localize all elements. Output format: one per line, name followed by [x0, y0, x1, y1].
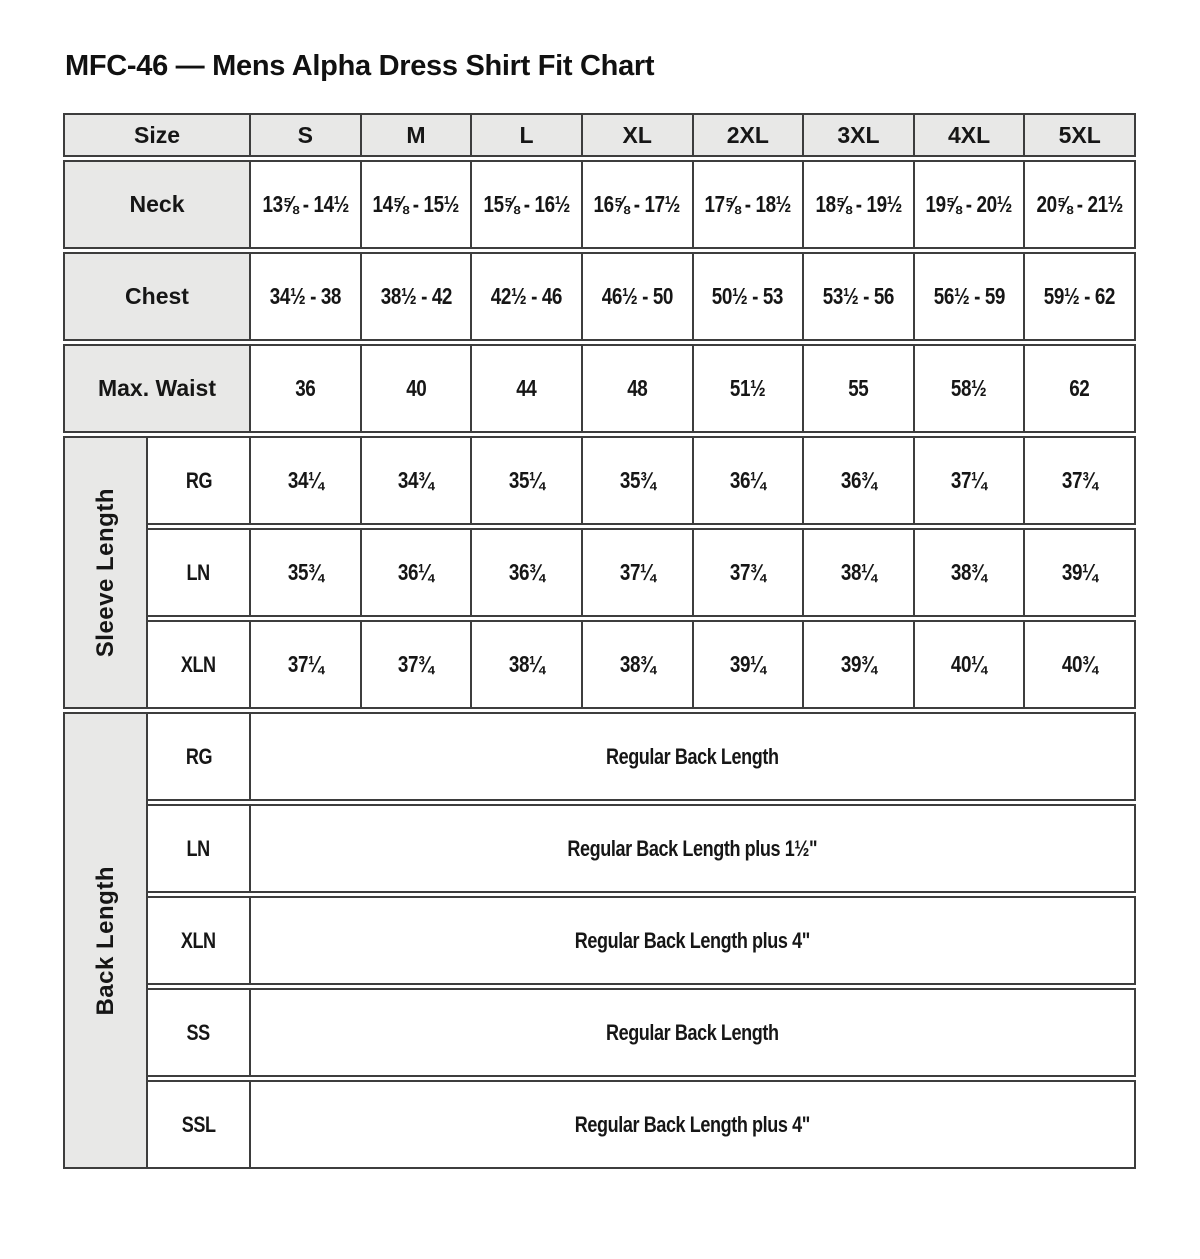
page-title: MFC-46 — Mens Alpha Dress Shirt Fit Chart	[65, 50, 655, 82]
sleeve-value-cell: 37¼	[915, 436, 1026, 525]
sleeve-value-cell: 40¼	[915, 620, 1026, 709]
sleeve-value-cell: 38¾	[583, 620, 694, 709]
sleeve-value-cell: 38¼	[472, 620, 583, 709]
measure-label-chest: Chest	[63, 252, 251, 341]
neck-value-cell: 17⅝ - 18½	[694, 160, 805, 249]
neck-value-cell: 18⅝ - 19½	[804, 160, 915, 249]
size-col-header: L	[472, 113, 583, 157]
chest-value-cell: 46½ - 50	[583, 252, 694, 341]
neck-value-cell: 15⅝ - 16½	[472, 160, 583, 249]
back-code-cell-xln: XLN	[148, 896, 251, 985]
neck-value-cell: 13⅝ - 14½	[251, 160, 362, 249]
back-description-cell: Regular Back Length plus 1½"	[251, 804, 1136, 893]
sleeve-value-cell: 35¾	[251, 528, 362, 617]
sleeve-length-section-label-text: Sleeve Length	[91, 487, 119, 658]
sleeve-value-cell: 35¼	[472, 436, 583, 525]
back-code-cell-rg: RG	[148, 712, 251, 801]
sleeve-value-cell: 38¼	[804, 528, 915, 617]
waist-value-cell: 36	[251, 344, 362, 433]
waist-value-cell: 48	[583, 344, 694, 433]
chest-value-cell: 53½ - 56	[804, 252, 915, 341]
chest-value-cell: 59½ - 62	[1025, 252, 1136, 341]
chest-value-cell: 50½ - 53	[694, 252, 805, 341]
size-col-header: M	[362, 113, 473, 157]
sleeve-length-section-label	[63, 436, 148, 709]
size-col-header: S	[251, 113, 362, 157]
back-code-cell-ssl: SSL	[148, 1080, 251, 1169]
sleeve-code-cell-xln: XLN	[148, 620, 251, 709]
waist-value-cell: 62	[1025, 344, 1136, 433]
waist-value-cell: 51½	[694, 344, 805, 433]
neck-value-cell: 19⅝ - 20½	[915, 160, 1026, 249]
neck-value-cell: 16⅝ - 17½	[583, 160, 694, 249]
measure-label-max-waist: Max. Waist	[63, 344, 251, 433]
sleeve-value-cell: 37¼	[583, 528, 694, 617]
neck-value-cell: 14⅝ - 15½	[362, 160, 473, 249]
back-description-cell: Regular Back Length	[251, 712, 1136, 801]
chest-value-cell: 56½ - 59	[915, 252, 1026, 341]
back-description-cell: Regular Back Length	[251, 988, 1136, 1077]
size-col-header: 2XL	[694, 113, 805, 157]
chest-value-cell: 38½ - 42	[362, 252, 473, 341]
chest-value-cell: 34½ - 38	[251, 252, 362, 341]
size-col-header: XL	[583, 113, 694, 157]
fit-chart-table	[63, 113, 1136, 1169]
sleeve-value-cell: 36¼	[694, 436, 805, 525]
waist-value-cell: 58½	[915, 344, 1026, 433]
measure-label-neck: Neck	[63, 160, 251, 249]
sleeve-value-cell: 40¾	[1025, 620, 1136, 709]
neck-value-cell: 20⅝ - 21½	[1025, 160, 1136, 249]
back-code-cell-ss: SS	[148, 988, 251, 1077]
back-description-cell: Regular Back Length plus 4"	[251, 1080, 1136, 1169]
size-col-header: 3XL	[804, 113, 915, 157]
sleeve-value-cell: 37¾	[1025, 436, 1136, 525]
sleeve-value-cell: 37¾	[694, 528, 805, 617]
size-header-label: Size	[63, 113, 251, 157]
waist-value-cell: 40	[362, 344, 473, 433]
sleeve-value-cell: 35¾	[583, 436, 694, 525]
sleeve-value-cell: 34¼	[251, 436, 362, 525]
sleeve-value-cell: 36¼	[362, 528, 473, 617]
size-col-header: 4XL	[915, 113, 1026, 157]
sleeve-value-cell: 38¾	[915, 528, 1026, 617]
back-description-cell: Regular Back Length plus 4"	[251, 896, 1136, 985]
chest-value-cell: 42½ - 46	[472, 252, 583, 341]
back-length-section-label	[63, 712, 148, 1169]
size-col-header: 5XL	[1025, 113, 1136, 157]
sleeve-value-cell: 37¾	[362, 620, 473, 709]
sleeve-code-cell-rg: RG	[148, 436, 251, 525]
sleeve-value-cell: 36¾	[472, 528, 583, 617]
waist-value-cell: 44	[472, 344, 583, 433]
sleeve-code-cell-ln: LN	[148, 528, 251, 617]
back-length-section-label-text: Back Length	[91, 865, 119, 1016]
back-code-cell-ln: LN	[148, 804, 251, 893]
sleeve-value-cell: 39¼	[694, 620, 805, 709]
sleeve-value-cell: 36¾	[804, 436, 915, 525]
waist-value-cell: 55	[804, 344, 915, 433]
sleeve-value-cell: 39¾	[804, 620, 915, 709]
sleeve-value-cell: 34¾	[362, 436, 473, 525]
sleeve-value-cell: 39¼	[1025, 528, 1136, 617]
sleeve-value-cell: 37¼	[251, 620, 362, 709]
